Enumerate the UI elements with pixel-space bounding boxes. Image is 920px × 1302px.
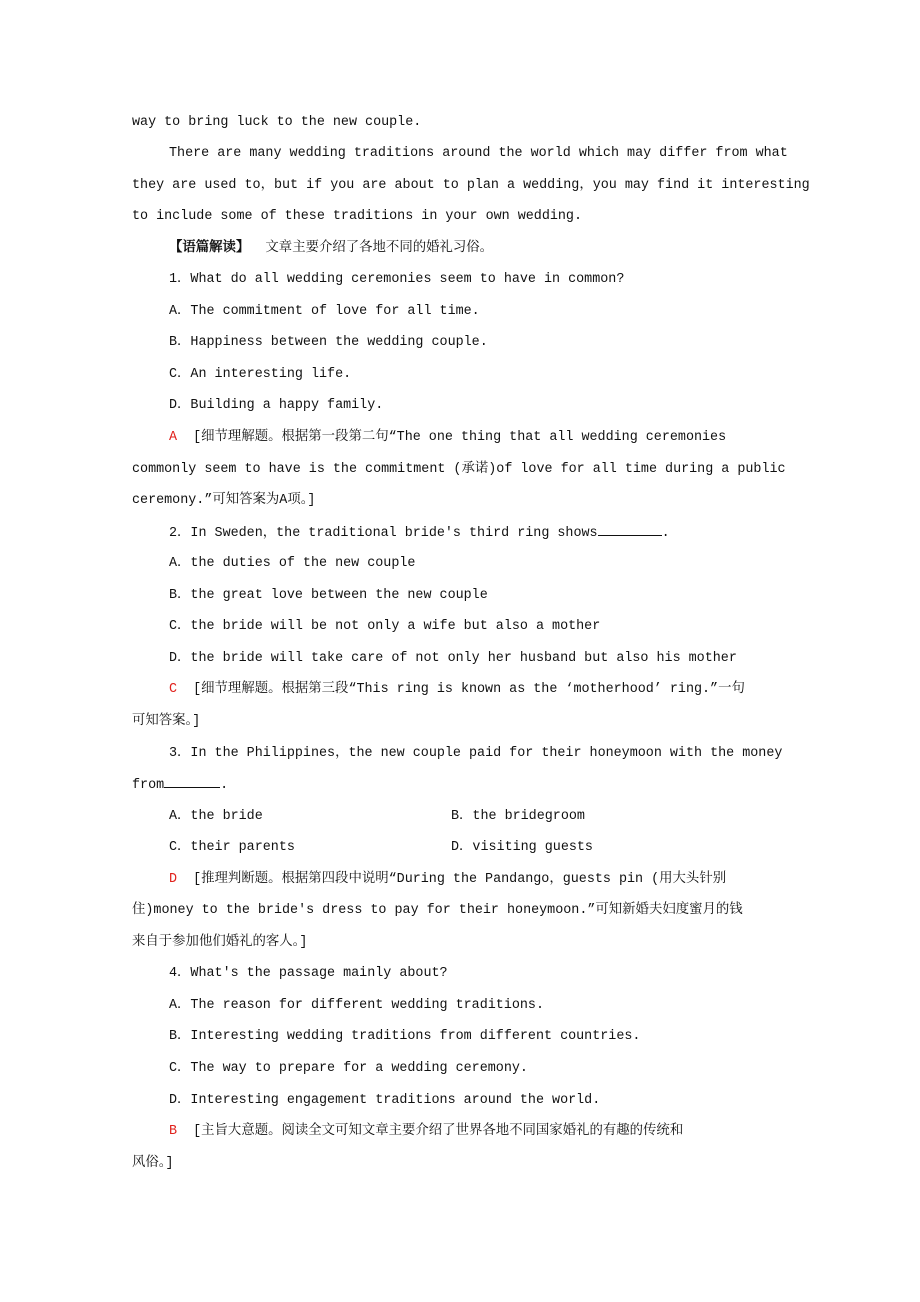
q2-option-c: C．the bride will be not only a wife but also a mother xyxy=(169,619,601,634)
q2-option-b: B．the great love between the new couple xyxy=(169,588,488,603)
stem-end: . xyxy=(220,778,229,793)
q2-explanation xyxy=(169,680,745,700)
q3-answer: D xyxy=(169,872,178,887)
explanation-text: [细节理解题。根据第一段第二句“The one thing that all wedding ceremonies xyxy=(177,430,727,445)
passage-line: way to bring luck to the new couple. xyxy=(132,115,422,130)
question-2-stem xyxy=(169,523,670,544)
q3-explanation xyxy=(169,870,726,890)
q4-option-a: A．The reason for different wedding traditions. xyxy=(169,998,544,1013)
stem-text: 2．In Sweden，the traditional bride's third ring shows xyxy=(169,526,598,541)
q4-option-b: B．Interesting wedding traditions from different countries. xyxy=(169,1029,641,1044)
q4-option-d: D．Interesting engagement traditions around the world. xyxy=(169,1093,601,1108)
q4-answer: B xyxy=(169,1124,178,1139)
q2-answer: C xyxy=(169,682,178,697)
answer-blank xyxy=(598,523,662,536)
stem-end: . xyxy=(661,526,670,541)
summary-label: 【语篇解读】 xyxy=(169,241,250,256)
question-1-stem: 1．What do all wedding ceremonies seem to have in common? xyxy=(169,272,625,287)
answer-blank xyxy=(164,775,220,788)
explanation-text: [主旨大意题。阅读全文可知文章主要介绍了世界各地不同国家婚礼的有趣的传统和 xyxy=(177,1124,684,1139)
question-4-stem: 4．What's the passage mainly about? xyxy=(169,966,448,981)
q3-explanation-line: 住)money to the bride's dress to pay for their honeymoon.”可知新婚夫妇度蜜月的钱 xyxy=(132,903,743,918)
explanation-text: [推理判断题。根据第四段中说明“During the Pandango，guests pin (用大头针别 xyxy=(177,872,727,887)
q1-option-d: D．Building a happy family. xyxy=(169,398,384,413)
q1-answer: A xyxy=(169,430,178,445)
passage-line: to include some of these traditions in your own wedding. xyxy=(132,209,582,224)
q3-option-d: D．visiting guests xyxy=(451,840,593,855)
question-3-stem-cont xyxy=(132,775,228,796)
q1-explanation-line: commonly seem to have is the commitment (承诺)of love for all time during a public xyxy=(132,462,786,477)
passage-line: There are many wedding traditions around the world which may differ from what xyxy=(169,146,788,161)
q2-explanation-line: 可知答案。] xyxy=(132,714,201,729)
q1-option-c: C．An interesting life. xyxy=(169,367,352,382)
explanation-text: [细节理解题。根据第三段“This ring is known as the ‘motherhood’ ring.”一句 xyxy=(177,682,745,697)
q3-option-a: A．the bride xyxy=(169,809,263,824)
q1-explanation xyxy=(169,428,726,448)
q4-explanation-line: 风俗。] xyxy=(132,1156,174,1171)
q1-option-a: A．The commitment of love for all time. xyxy=(169,304,480,319)
q2-option-a: A．the duties of the new couple xyxy=(169,556,416,571)
passage-summary xyxy=(169,239,493,259)
q3-option-b: B．the bridegroom xyxy=(451,809,585,824)
q1-option-b: B．Happiness between the wedding couple. xyxy=(169,335,488,350)
q4-option-c: C．The way to prepare for a wedding ceremony. xyxy=(169,1061,528,1076)
stem-text: from xyxy=(132,778,165,793)
q2-option-d: D．the bride will take care of not only her husband but also his mother xyxy=(169,651,737,666)
q3-option-c: C．their parents xyxy=(169,840,295,855)
q4-explanation xyxy=(169,1122,683,1142)
question-3-stem: 3．In the Philippines，the new couple paid for their honeymoon with the money xyxy=(169,746,783,761)
q3-explanation-line: 来自于参加他们婚礼的客人。] xyxy=(132,935,308,950)
q1-explanation-line: ceremony.”可知答案为A项。] xyxy=(132,493,316,508)
passage-line: they are used to，but if you are about to plan a wedding，you may find it interesting xyxy=(132,178,810,193)
summary-text: 文章主要介绍了各地不同的婚礼习俗。 xyxy=(249,241,494,256)
